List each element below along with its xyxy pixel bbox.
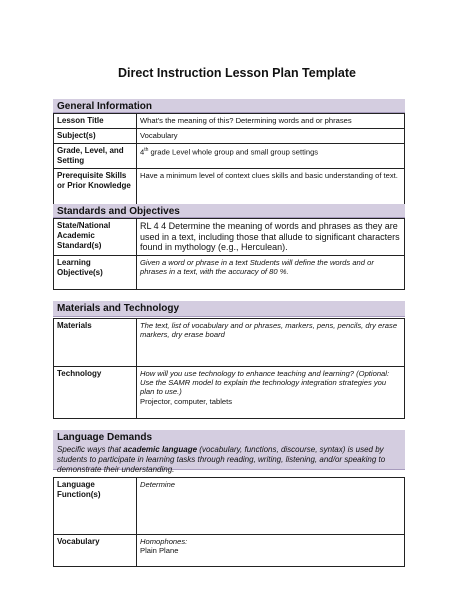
- row-label: Technology: [54, 367, 137, 419]
- row-value: RL 4 4 Determine the meaning of words and phrases as they are used in a text, including those that allude to significant characters found in mythology (e.g., Herculean).: [137, 219, 405, 256]
- grade-text: grade Level whole group and small group settings: [148, 147, 319, 157]
- section-title: General Information: [57, 101, 153, 112]
- row-value: [137, 535, 405, 567]
- language-table: [53, 477, 405, 567]
- section-title: Standards and Objectives: [57, 206, 180, 217]
- materials-table: [53, 318, 405, 419]
- general-info-table: [53, 113, 405, 205]
- row-label: Grade, Level, and Setting: [54, 144, 137, 169]
- vocab-type: Homophones:: [140, 537, 188, 546]
- desc-text: Specific ways that: [57, 445, 124, 454]
- table-row: [54, 219, 405, 256]
- section-header-materials: [53, 301, 405, 317]
- row-value: Vocabulary: [137, 129, 405, 144]
- row-label: Learning Objective(s): [54, 255, 137, 289]
- row-label: Subject(s): [54, 129, 137, 144]
- table-row: [54, 129, 405, 144]
- technology-prompt: How will you use technology to enhance teaching and learning? (Optional: Use the SAMR model to explain the technology integration strategies you plan to use.): [140, 369, 390, 397]
- row-value: [137, 144, 405, 169]
- row-label: Language Function(s): [54, 478, 137, 535]
- table-row: [54, 319, 405, 367]
- row-value: [137, 367, 405, 419]
- section-header-standards: [53, 204, 405, 218]
- row-label: Vocabulary: [54, 535, 137, 567]
- row-value: The text, list of vocabulary and or phrases, markers, pens, pencils, dry erase markers, dry erase board: [137, 319, 405, 367]
- table-row: [54, 114, 405, 129]
- row-label: Prerequisite Skills or Prior Knowledge: [54, 169, 137, 205]
- row-value: What's the meaning of this? Determining words and or phrases: [137, 114, 405, 129]
- vocab-words: Plain Plane: [140, 546, 179, 556]
- table-row: [54, 478, 405, 535]
- table-row: [54, 169, 405, 205]
- row-label: Materials: [54, 319, 137, 367]
- section-header-general: [53, 99, 405, 113]
- table-row: [54, 144, 405, 169]
- row-label: Lesson Title: [54, 114, 137, 129]
- standards-table: [53, 218, 405, 290]
- row-value: Given a word or phrase in a text Students will define the words and or phrases in a text, with the accuracy of 80 %.: [137, 255, 405, 289]
- technology-list: Projector, computer, tablets: [140, 396, 233, 406]
- section-header-language: [53, 430, 405, 474]
- section-description: [57, 445, 401, 475]
- table-row: [54, 535, 405, 567]
- section-title: Materials and Technology: [57, 303, 180, 314]
- row-label: State/National Academic Standard(s): [54, 219, 137, 256]
- document-title: Direct Instruction Lesson Plan Template: [117, 66, 356, 80]
- row-value: Determine: [137, 478, 405, 535]
- grade-number: 4: [140, 147, 145, 157]
- row-value: Have a minimum level of context clues skills and basic understanding of text.: [137, 169, 405, 205]
- section-title: Language Demands: [57, 432, 153, 443]
- desc-text: (vocabulary, functions, discourse, syntax) is used by students to participate in learning tasks through reading, writing, listening, and/or speaking to demonstrate their understanding.: [57, 445, 386, 474]
- table-row: [54, 367, 405, 419]
- grade-suffix: th: [144, 147, 149, 153]
- desc-bold: academic language: [123, 445, 198, 454]
- table-row: [54, 255, 405, 289]
